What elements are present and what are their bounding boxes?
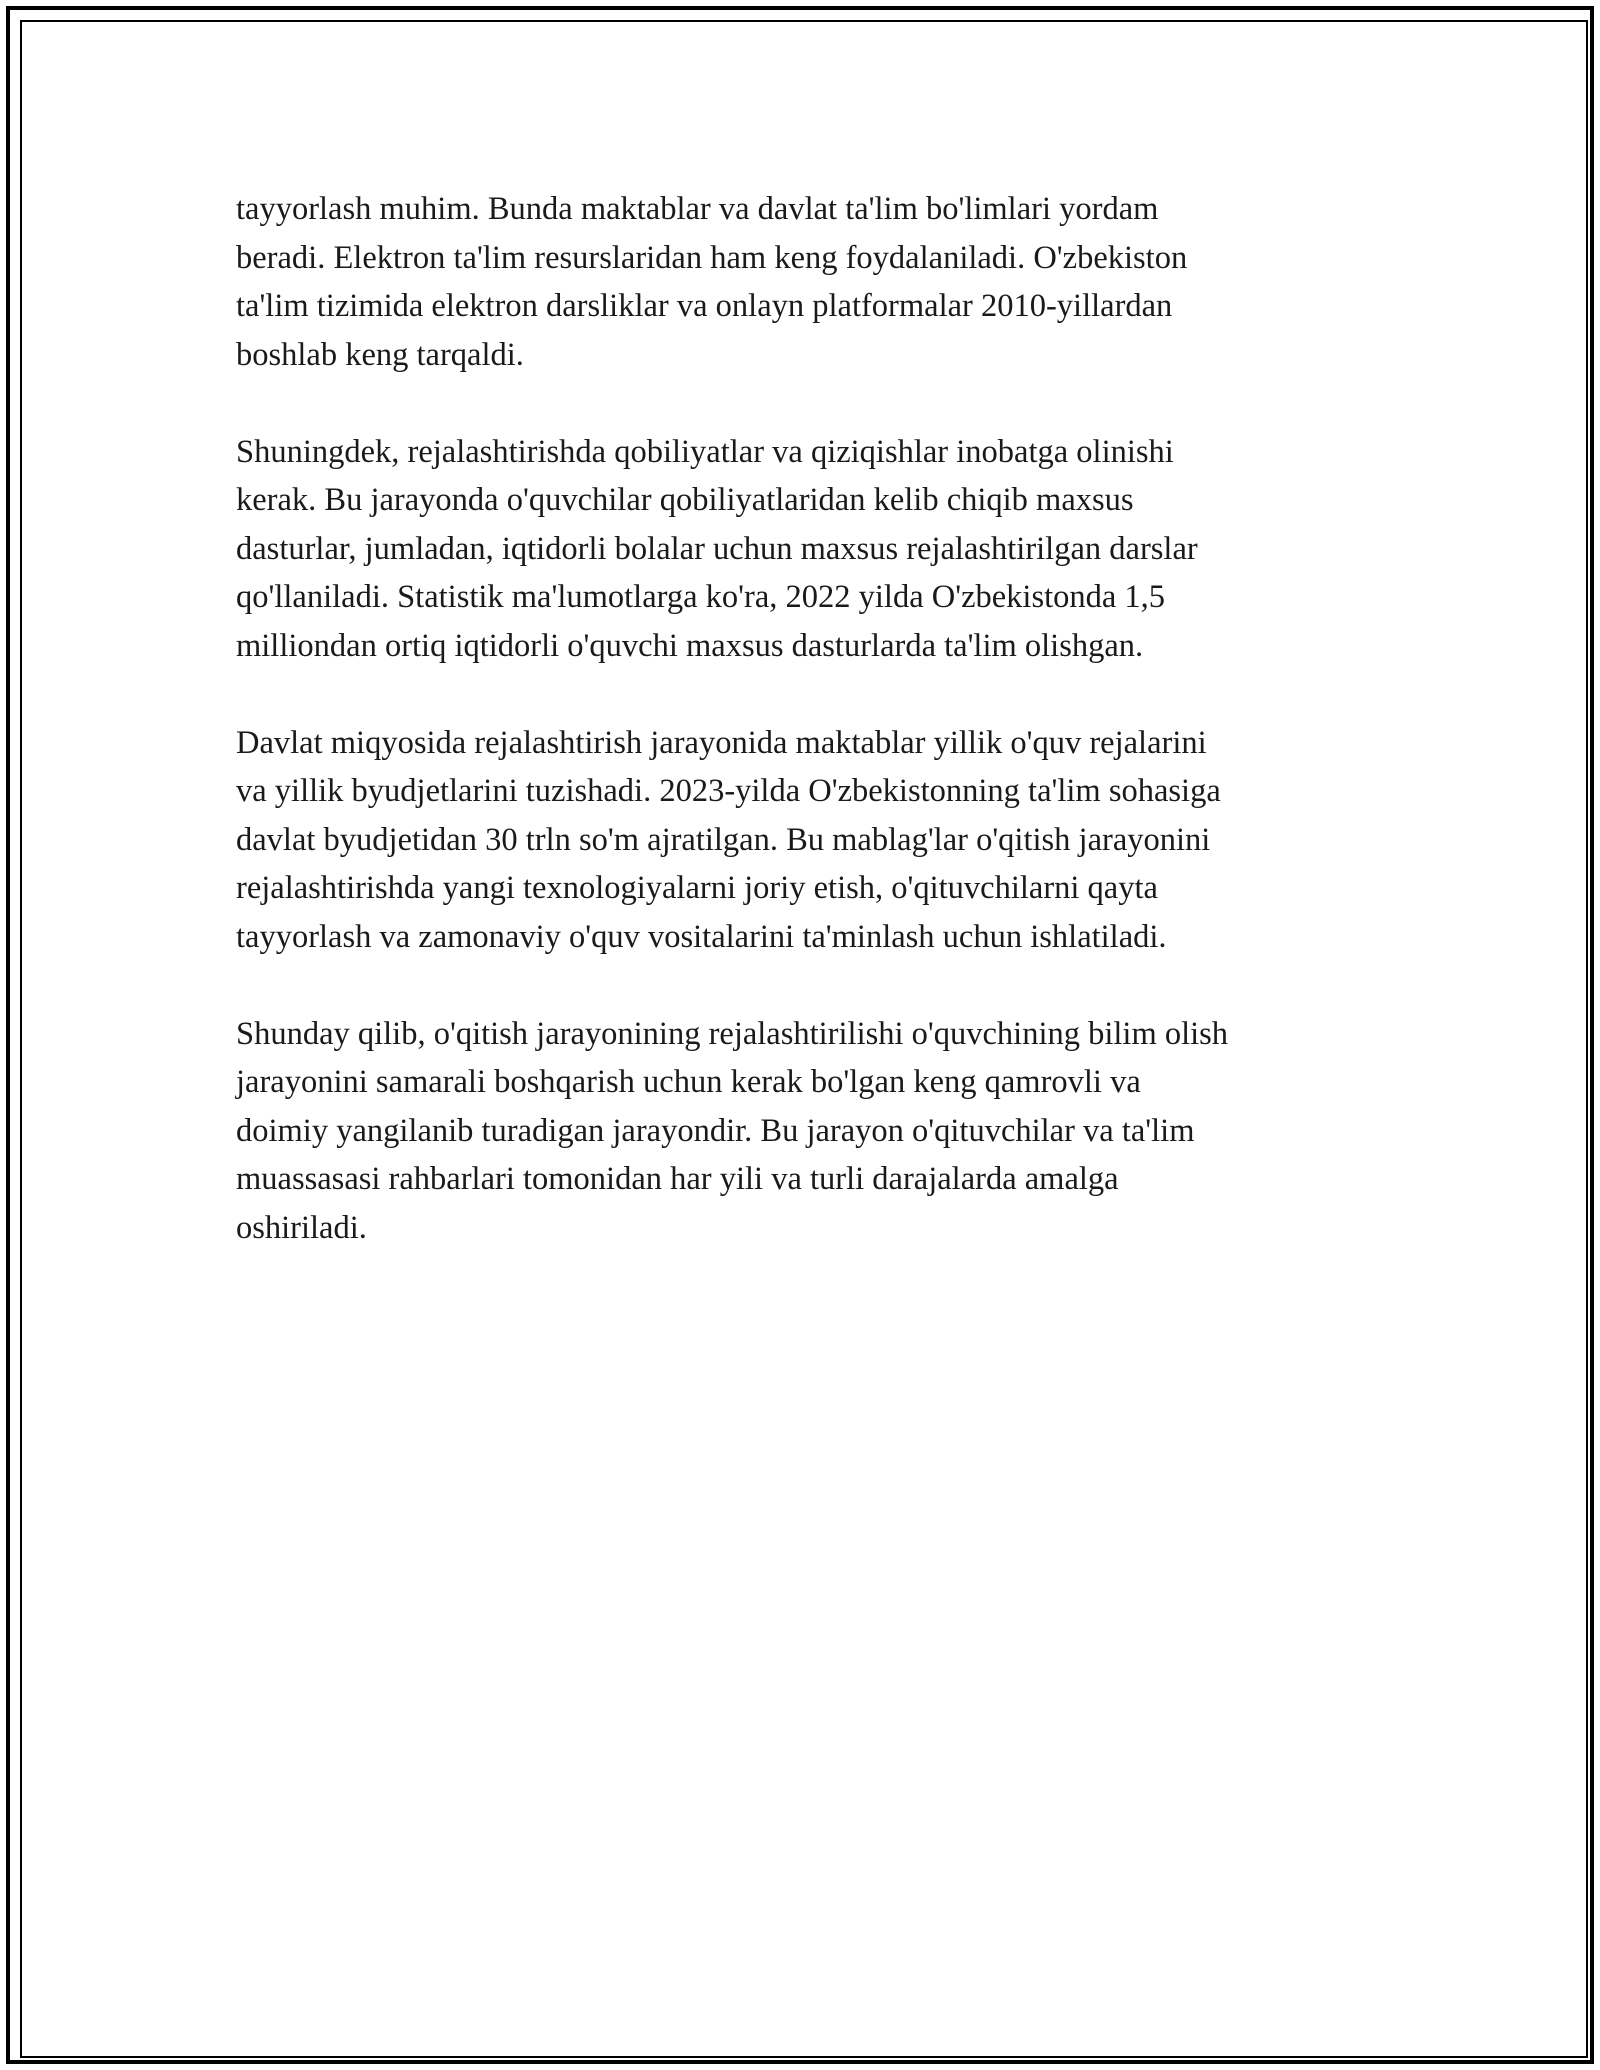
- text-line: milliondan ortiq iqtidorli o'quvchi maxsus dasturlarda ta'lim olishgan.: [236, 627, 1144, 664]
- text-line: jarayonini samarali boshqarish uchun kerak bo'lgan keng qamrovli va: [236, 1064, 1141, 1100]
- document-body: [236, 185, 1366, 1301]
- text-line: tayyorlash muhim. Bunda maktablar va davlat ta'lim bo'limlari yordam: [236, 191, 1159, 227]
- text-line: Shunday qilib, o'qitish jarayonining rejalashtirilishi o'quvchining bilim olish: [236, 1015, 1229, 1052]
- paragraph-3: [236, 719, 1366, 962]
- paragraph-4: [236, 1010, 1366, 1253]
- text-line: va yillik byudjetlarini tuzishadi. 2023-yilda O'zbekistonning ta'lim sohasiga: [236, 773, 1221, 809]
- text-line: beradi. Elektron ta'lim resurslaridan ham keng foydalaniladi. O'zbekiston: [236, 239, 1188, 276]
- text-line: qo'llaniladi. Statistik ma'lumotlarga ko'ra, 2022 yilda O'zbekistonda 1,5: [236, 579, 1166, 615]
- text-line: muassasasi rahbarlari tomonidan har yili va turli darajalarda amalga: [236, 1161, 1119, 1197]
- text-line: boshlab keng tarqaldi.: [236, 336, 524, 373]
- text-line: dasturlar, jumladan, iqtidorli bolalar uchun maxsus rejalashtirilgan darslar: [236, 530, 1198, 567]
- text-line: davlat byudjetidan 30 trln so'm ajratilgan. Bu mablag'lar o'qitish jarayonini: [236, 821, 1211, 858]
- text-line: Davlat miqyosida rejalashtirish jarayonida maktablar yillik o'quv rejalarini: [236, 724, 1207, 761]
- text-line: tayyorlash va zamonaviy o'quv vositalarini ta'minlash uchun ishlatiladi.: [236, 918, 1167, 955]
- text-line: ta'lim tizimida elektron darsliklar va onlayn platformalar 2010-yillardan: [236, 288, 1173, 324]
- text-line: oshiriladi.: [236, 1209, 367, 1246]
- paragraph-1: [236, 185, 1366, 379]
- paragraph-2: [236, 428, 1366, 671]
- text-line: kerak. Bu jarayonda o'quvchilar qobiliyatlaridan kelib chiqib maxsus: [236, 482, 1134, 518]
- text-line: doimiy yangilanib turadigan jarayondir. Bu jarayon o'qituvchilar va ta'lim: [236, 1112, 1195, 1149]
- text-line: Shuningdek, rejalashtirishda qobiliyatlar va qiziqishlar inobatga olinishi: [236, 433, 1174, 470]
- text-line: rejalashtirishda yangi texnologiyalarni joriy etish, o'qituvchilarni qayta: [236, 870, 1158, 906]
